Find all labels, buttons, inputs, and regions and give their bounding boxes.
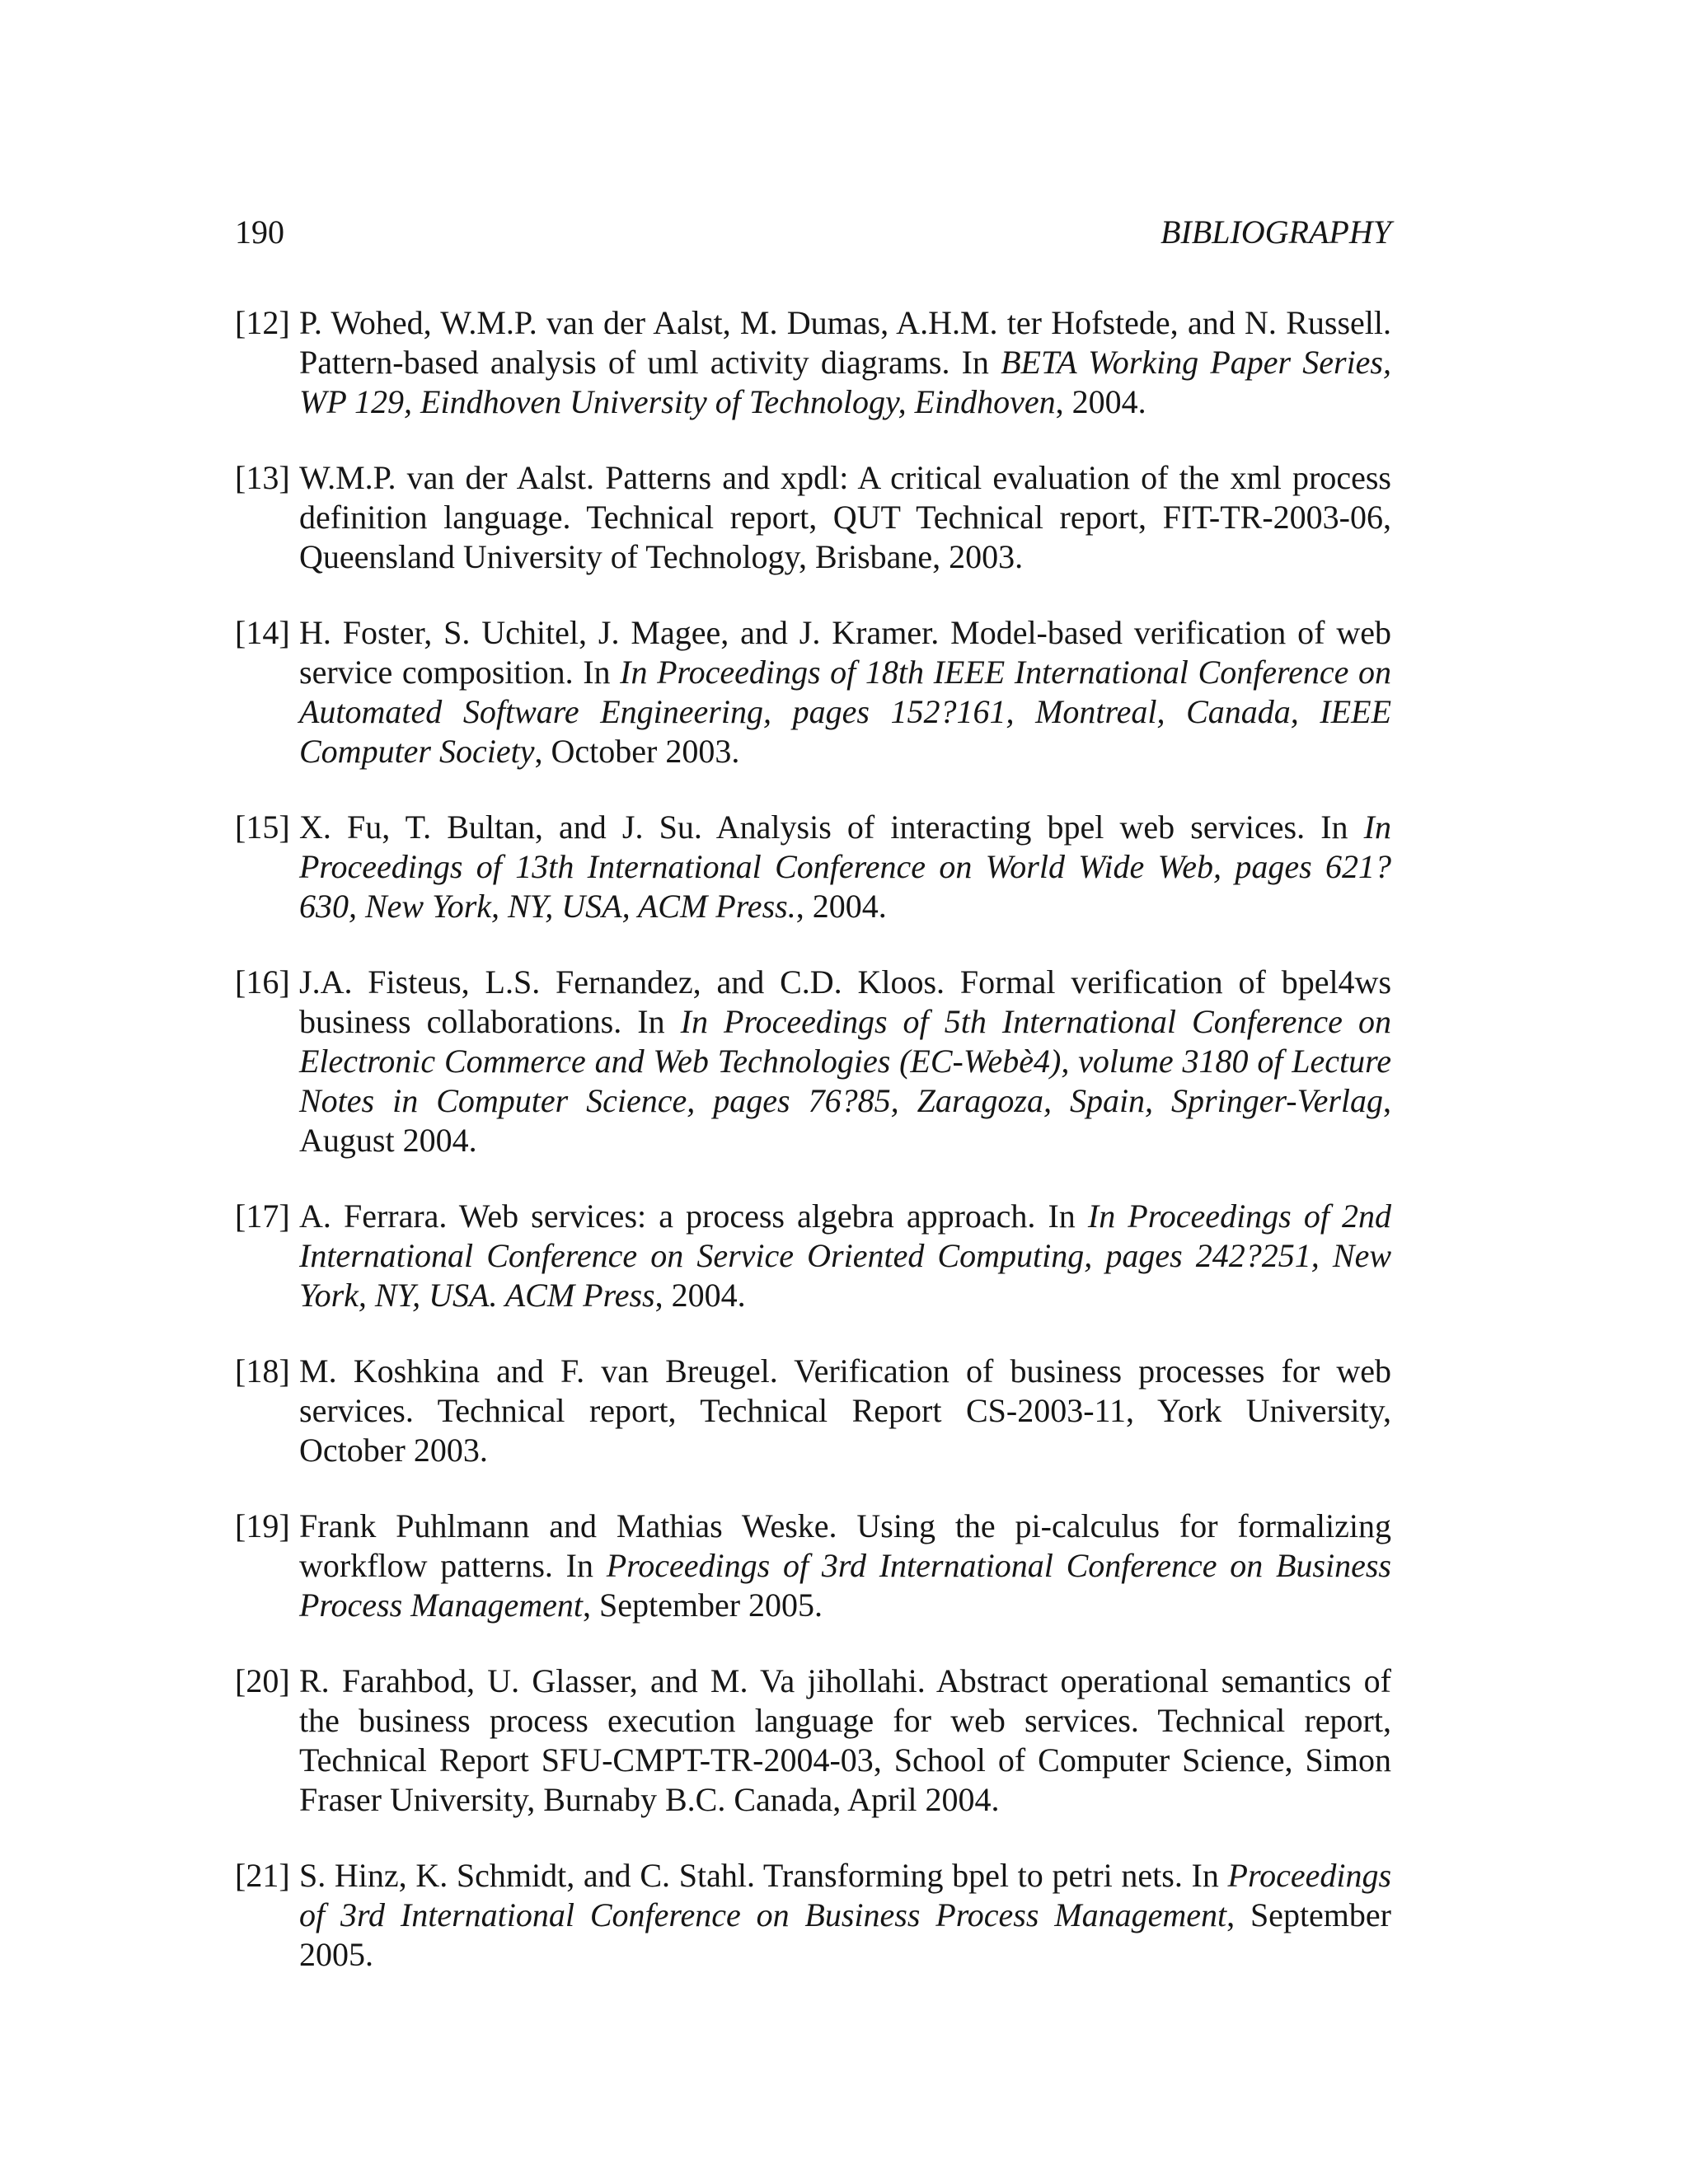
bib-title: Verification of business processes for web services. Technical report, Technical Report CS-2003-11, York University, October 2003.	[299, 1352, 1391, 1469]
bib-label: [21]	[235, 1857, 290, 1894]
bib-entry-16	[235, 963, 1391, 1160]
bib-venue: In Proceedings of 2nd International Conference on Service Oriented Computing, pages 242?251, New York, NY, USA. ACM Press	[299, 1197, 1392, 1314]
bib-title: Pattern-based analysis of uml activity diagrams. In	[299, 344, 989, 381]
bib-text	[299, 808, 1391, 926]
bib-tail: , 2004.	[654, 1277, 746, 1314]
bib-authors: H. Foster, S. Uchitel, J. Magee, and J. Kramer.	[299, 614, 940, 651]
bib-authors: M. Koshkina and F. van Breugel.	[299, 1352, 778, 1390]
bib-label: [14]	[235, 614, 290, 651]
bib-venue: In Proceedings of 18th IEEE International Conference on Automated Software Engineering, pages 152?161, Montreal, Canada, IEEE Computer Society	[299, 654, 1392, 770]
bib-label: [12]	[235, 304, 290, 341]
bib-text	[299, 303, 1391, 422]
bib-title: Formal verification of bpel4ws business collaborations. In	[299, 963, 1392, 1040]
bib-title: Transforming bpel to petri nets. In	[762, 1857, 1219, 1894]
bib-tail: , 2004.	[795, 888, 887, 925]
bib-authors: S. Hinz, K. Schmidt, and C. Stahl.	[299, 1857, 755, 1894]
bib-text	[299, 458, 1391, 577]
bib-title: Patterns and xpdl: A critical evaluation of the xml process definition language. Technical report, QUT Technical report, FIT-TR-2003-06, Queensland University of Technology, Brisbane, 2003.	[299, 459, 1392, 575]
page-number: 190	[235, 213, 284, 251]
bib-entry-20	[235, 1661, 1391, 1820]
bib-venue: BETA Working Paper Series, WP 129, Eindhoven University of Technology, Eindhoven	[299, 344, 1391, 420]
bib-entry-15	[235, 808, 1391, 926]
bib-authors: X. Fu, T. Bultan, and J. Su.	[299, 808, 702, 846]
bib-title: Using the pi-calculus for formalizing workflow patterns. In	[299, 1507, 1391, 1584]
bib-label: [19]	[235, 1507, 290, 1544]
bib-text	[299, 1197, 1391, 1315]
bib-text	[299, 613, 1391, 771]
bib-label: [15]	[235, 808, 290, 846]
bib-entry-21	[235, 1856, 1391, 1975]
bib-text	[299, 1661, 1391, 1820]
bib-venue: In Proceedings of 13th International Conference on World Wide Web, pages 621?630, New York, NY, USA, ACM Press.	[299, 808, 1391, 925]
bib-tail: , August 2004.	[299, 1082, 1391, 1159]
bib-authors: R. Farahbod, U. Glasser, and M. Va jihollahi.	[299, 1662, 926, 1699]
bib-tail: , 2004.	[1055, 383, 1146, 420]
bib-venue: Proceedings of 3rd International Conference on Business Process Management	[299, 1547, 1391, 1624]
bib-authors: W.M.P. van der Aalst.	[299, 459, 595, 496]
bib-label: [18]	[235, 1352, 290, 1390]
bib-authors: J.A. Fisteus, L.S. Fernandez, and C.D. Kloos.	[299, 963, 945, 1001]
bib-tail: , September 2005.	[299, 1896, 1391, 1973]
bib-title: Model-based verification of web service composition. In	[299, 614, 1391, 691]
bib-label: [13]	[235, 459, 290, 496]
bib-title: Web services: a process algebra approach. In	[458, 1197, 1076, 1235]
bib-tail: , September 2005.	[582, 1586, 823, 1624]
bib-venue: Proceedings of 3rd International Conference on Business Process Management	[299, 1857, 1392, 1933]
bib-title: Abstract operational semantics of the business process execution language for web services. Technical report, Technical Report SFU-CMPT-TR-2004-03, School of Computer Science, Simon Fraser University, Burnaby B.C. Canada, April 2004.	[299, 1662, 1392, 1818]
bib-entry-12	[235, 303, 1391, 422]
bib-label: [20]	[235, 1662, 290, 1699]
bib-authors: Frank Puhlmann and Mathias Weske.	[299, 1507, 837, 1544]
bib-entry-17	[235, 1197, 1391, 1315]
bib-text	[299, 1507, 1391, 1625]
bib-entry-14	[235, 613, 1391, 771]
bib-text	[299, 1856, 1391, 1975]
running-title: BIBLIOGRAPHY	[1160, 213, 1391, 251]
bib-text	[299, 1352, 1391, 1470]
bib-label: [17]	[235, 1197, 290, 1235]
bibliography-list	[235, 303, 1391, 2011]
bib-entry-18	[235, 1352, 1391, 1470]
bib-authors: A. Ferrara.	[299, 1197, 448, 1235]
bib-entry-13	[235, 458, 1391, 577]
bib-entry-19	[235, 1507, 1391, 1625]
bib-authors: P. Wohed, W.M.P. van der Aalst, M. Dumas, A.H.M. ter Hofstede, and N. Russell.	[299, 304, 1391, 341]
bib-tail: , October 2003.	[534, 733, 740, 770]
bib-label: [16]	[235, 963, 290, 1001]
bib-text	[299, 963, 1391, 1160]
bib-title: Analysis of interacting bpel web services. In	[715, 808, 1348, 846]
bib-venue: In Proceedings of 5th International Conference on Electronic Commerce and Web Technologies (EC-Webè4), volume 3180 of Lecture Notes in Computer Science, pages 76?85, Zaragoza, Spain, Springer-Verlag	[299, 1003, 1391, 1119]
